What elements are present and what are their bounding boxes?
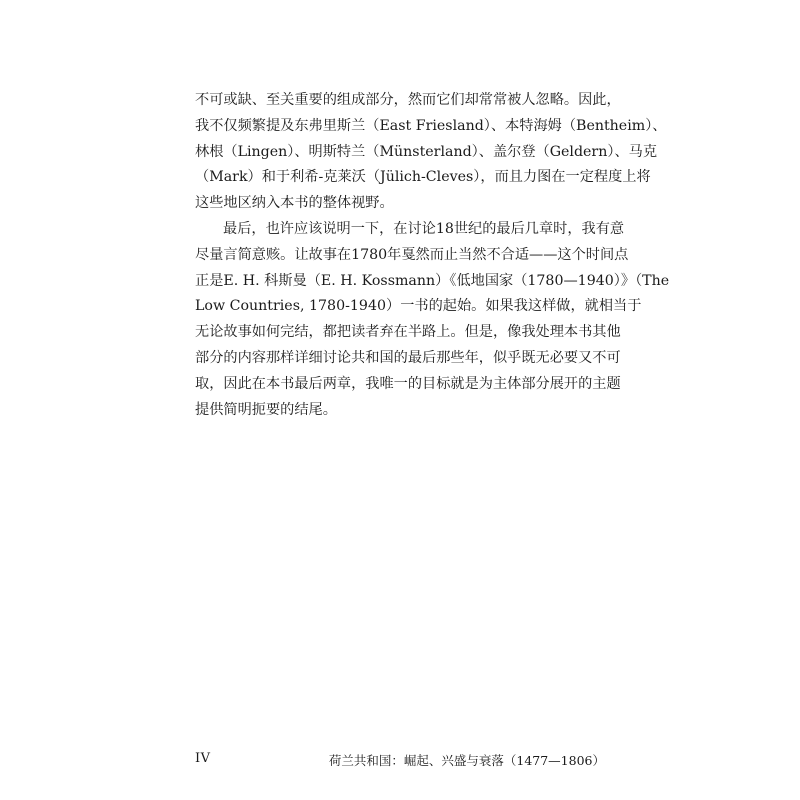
text-line: 提供简明扼要的结尾。 [195, 401, 337, 418]
text-line: Low Countries, 1780-1940）一书的起始。如果我这样做，就相当于 [195, 298, 642, 315]
text-line: （Mark）和于利希-克莱沃（Jülich-Cleves），而且力图在一定程度上将 [195, 169, 651, 186]
text-line: 我不仅频繁提及东弗里斯兰（East Friesland）、本特海姆（Bentheim）、 [195, 117, 667, 134]
text-line: 部分的内容那样详细讨论共和国的最后那些年，似乎既无必要又不可 [195, 349, 621, 366]
body-text [195, 88, 670, 423]
text-line: 取，因此在本书最后两章，我唯一的目标就是为主体部分展开的主题 [195, 375, 621, 392]
text-line: 正是E. H. 科斯曼（E. H. Kossmann）《低地国家（1780—1940）》（The [195, 272, 670, 289]
text-line: 这些地区纳入本书的整体视野。 [195, 195, 394, 212]
text-line: 林根（Lingen）、明斯特兰（Münsterland）、盖尔登（Geldern）、马克 [195, 143, 658, 160]
text-line: 最后，也许应该说明一下，在讨论18世纪的最后几章时，我有意 [223, 220, 625, 237]
text-line: 无论故事如何完结，都把读者弃在半路上。但是，像我处理本书其他 [195, 324, 621, 341]
page-number: IV [195, 751, 211, 766]
running-title: 荷兰共和国：崛起、兴盛与衰落（1477—1806） [328, 753, 605, 768]
text-line: 尽量言简意赅。让故事在1780年戛然而止当然不合适——这个时间点 [195, 246, 629, 263]
text-line: 不可或缺、至关重要的组成部分，然而它们却常常被人忽略。因此， [195, 92, 621, 108]
